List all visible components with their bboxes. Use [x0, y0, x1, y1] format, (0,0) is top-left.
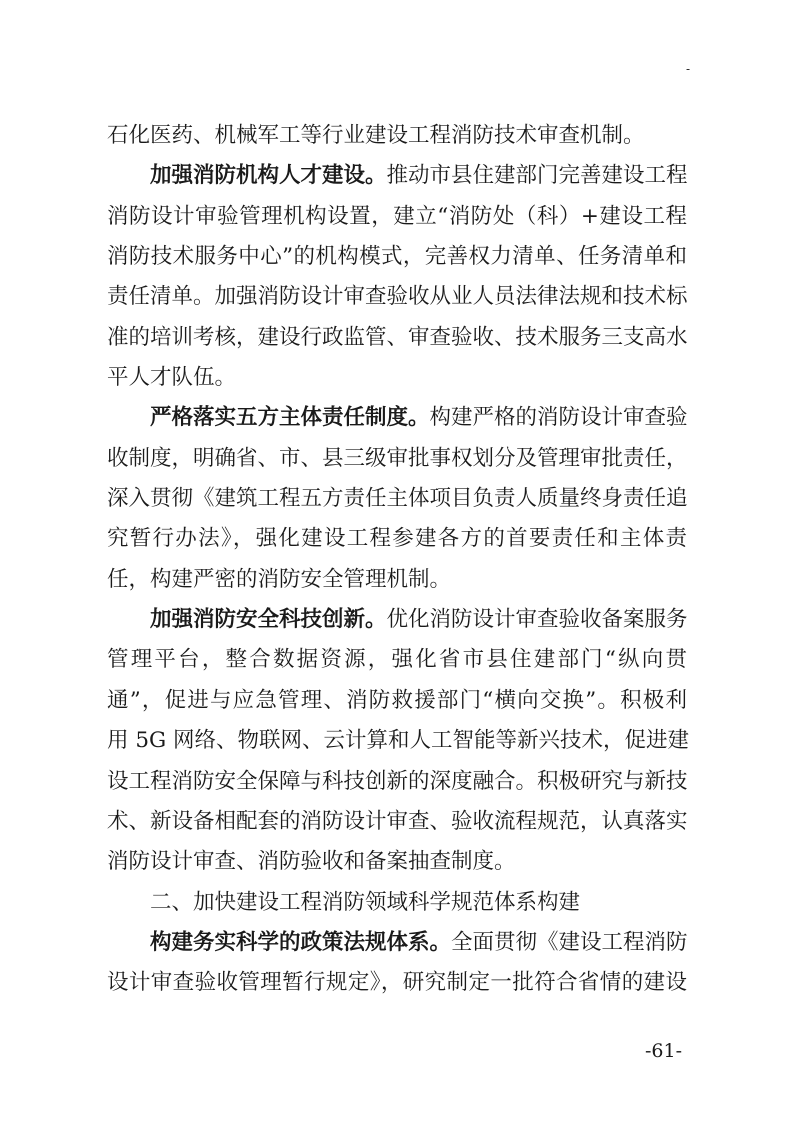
paragraph-line: 管理平台，整合数据资源，强化省市县住建部门“纵向贯 — [107, 647, 687, 673]
top-mark: - — [686, 62, 691, 76]
paragraph-text: 构建严格的消防设计审查验 — [429, 405, 688, 431]
paragraph-line: 深入贯彻《建筑工程五方责任主体项目负责人质量终身责任追 — [107, 486, 688, 512]
paragraph-line: 石化医药、机械军工等行业建设工程消防技术审查机制。 — [107, 123, 645, 148]
section-heading: 二、加快建设工程消防领域科学规范体系构建 — [150, 889, 581, 915]
paragraph-line: 设工程消防安全保障与科技创新的深度融合。积极研究与新技 — [107, 768, 688, 794]
paragraph-line — [107, 156, 687, 196]
paragraph-line: 准的培训考核，建设行政监管、审查验收、技术服务三支高水 — [107, 324, 688, 350]
paragraph-line: 任，构建严密的消防安全管理机制。 — [107, 566, 452, 592]
paragraph-line: 消防设计审验管理机构设置，建立“消防处（科）+建设工程 — [107, 203, 687, 229]
paragraph-heading: 加强消防安全科技创新。 — [150, 607, 387, 633]
paragraph-line: 消防设计审查、消防验收和备案抽查制度。 — [107, 849, 516, 875]
paragraph-line: 平人才队伍。 — [107, 365, 237, 391]
paragraph-line: 术、新设备相配套的消防设计审查、验收流程规范，认真落实 — [107, 808, 688, 834]
paragraph-text: 全面贯彻《建设工程消防 — [451, 929, 688, 955]
paragraph-line: 究暂行办法》，强化建设工程参建各方的首要责任和主体责 — [107, 526, 687, 552]
page-number: -61- — [645, 1040, 683, 1062]
paragraph-line: 责任清单。加强消防设计审查验收从业人员法律法规和技术标 — [107, 284, 688, 310]
paragraph-heading: 加强消防机构人才建设。 — [150, 163, 387, 189]
paragraph-line: 收制度，明确省、市、县三级审批事权划分及管理审批责任， — [107, 445, 688, 471]
paragraph-heading: 构建务实科学的政策法规体系。 — [150, 929, 452, 955]
paragraph-line — [107, 600, 687, 640]
paragraph-line: 设计审查验收管理暂行规定》，研究制定一批符合省情的建设 — [107, 970, 687, 996]
paragraph-line: 消防技术服务中心”的机构模式，完善权力清单、任务清单和 — [107, 244, 687, 270]
body-text — [107, 116, 690, 1004]
paragraph-text: 优化消防设计审查验收备案服务 — [386, 607, 688, 633]
paragraph-line: 用 5G 网络、物联网、云计算和人工智能等新兴技术，促进建 — [107, 728, 690, 754]
paragraph-line: 通”，促进与应急管理、消防救援部门“横向交换”。积极利 — [107, 687, 687, 713]
paragraph-line — [107, 398, 687, 438]
paragraph-text: 推动市县住建部门完善建设工程 — [386, 163, 688, 189]
paragraph-heading: 严格落实五方主体责任制度。 — [150, 405, 430, 431]
paragraph-line — [107, 923, 687, 963]
